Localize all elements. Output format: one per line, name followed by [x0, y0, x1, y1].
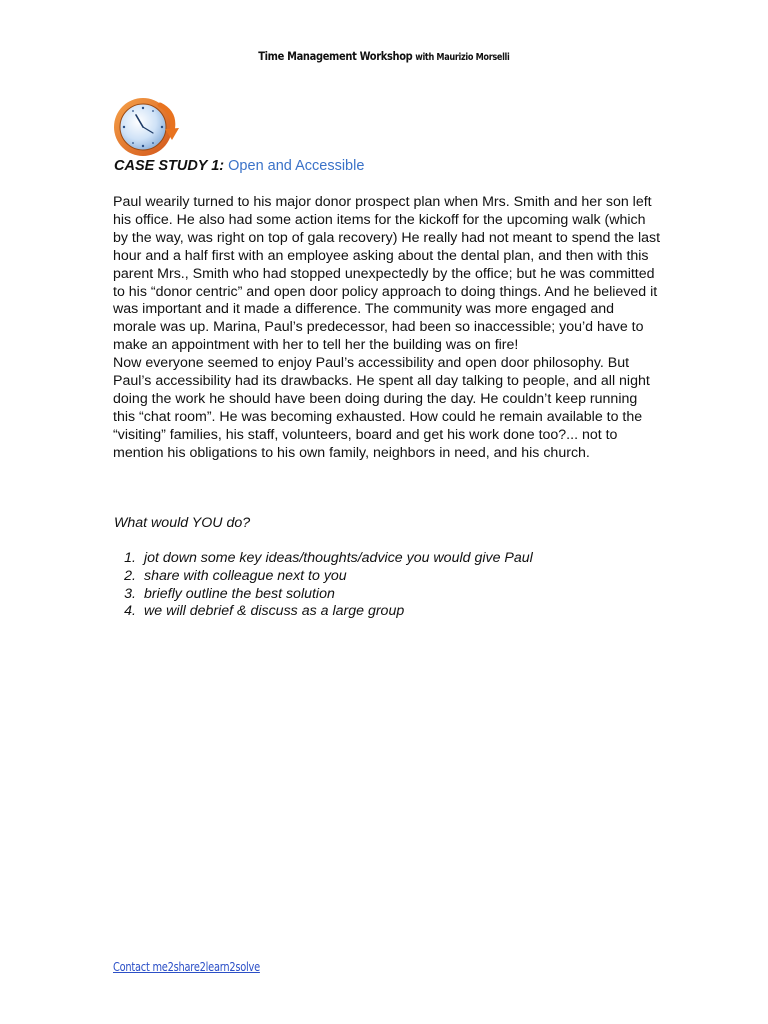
list-item — [114, 603, 533, 621]
workshop-byline: with Maurizio Morselli — [415, 52, 510, 63]
case-study-label: CASE STUDY 1: — [114, 158, 225, 174]
step-text: we will debrief & discuss as a large group — [144, 603, 405, 620]
step-number: 1. — [124, 550, 136, 566]
discussion-question: What would YOU do? — [114, 515, 251, 531]
list-item — [114, 568, 533, 586]
step-text: jot down some key ideas/thoughts/advice you would give Paul — [144, 550, 533, 566]
case-study-subtitle: Open and Accessible — [228, 158, 365, 174]
step-text: share with colleague next to you — [144, 567, 347, 584]
contact-link[interactable]: Contact me2share2learn2solve — [113, 960, 260, 974]
body-paragraph: Now everyone seemed to enjoy Paul’s accessibility and open door philosophy. But Paul’s accessibility had its drawbacks. He spent all day talking to people, and all night doing the work he should have been doing during the day. He couldn’t keep running this “chat room”. He was becoming exhausted. How could he remain available to the “visiting” families, his staff, volunteers, board and get his work done too?... not to mention his obligations to his own family, neighbors in need, and his church. — [113, 355, 650, 461]
step-number: 3. — [124, 585, 136, 602]
step-number: 4. — [124, 603, 136, 620]
step-number: 2. — [124, 567, 136, 584]
steps-list — [114, 550, 533, 621]
list-item — [114, 550, 533, 568]
body-paragraph: Paul wearily turned to his major donor prospect plan when Mrs. Smith and her son left his office. He also had some action items for the kickoff for the upcoming walk (which by the way, was right on top of gala recovery) He really had not meant to spend the last hour and a half first with an employee asking about the dental plan, and then with this parent Mrs., Smith who had stopped unexpectedly by the office; but he was committed to his “donor centric” and open door policy approach to doing things. And he believed it was important and it made a difference. The community was more engaged and morale was up. Marina, Paul’s predecessor, had been so inaccessible; you’d have to make an appointment with her to tell her the building was on fire! — [113, 194, 661, 354]
case-study-body — [113, 194, 661, 463]
page-header — [54, 49, 714, 63]
step-text: briefly outline the best solution — [144, 585, 335, 602]
list-item — [114, 586, 533, 604]
clock-refresh-icon — [110, 93, 180, 159]
workshop-title: Time Management Workshop — [258, 49, 413, 63]
case-study-heading — [114, 158, 364, 174]
